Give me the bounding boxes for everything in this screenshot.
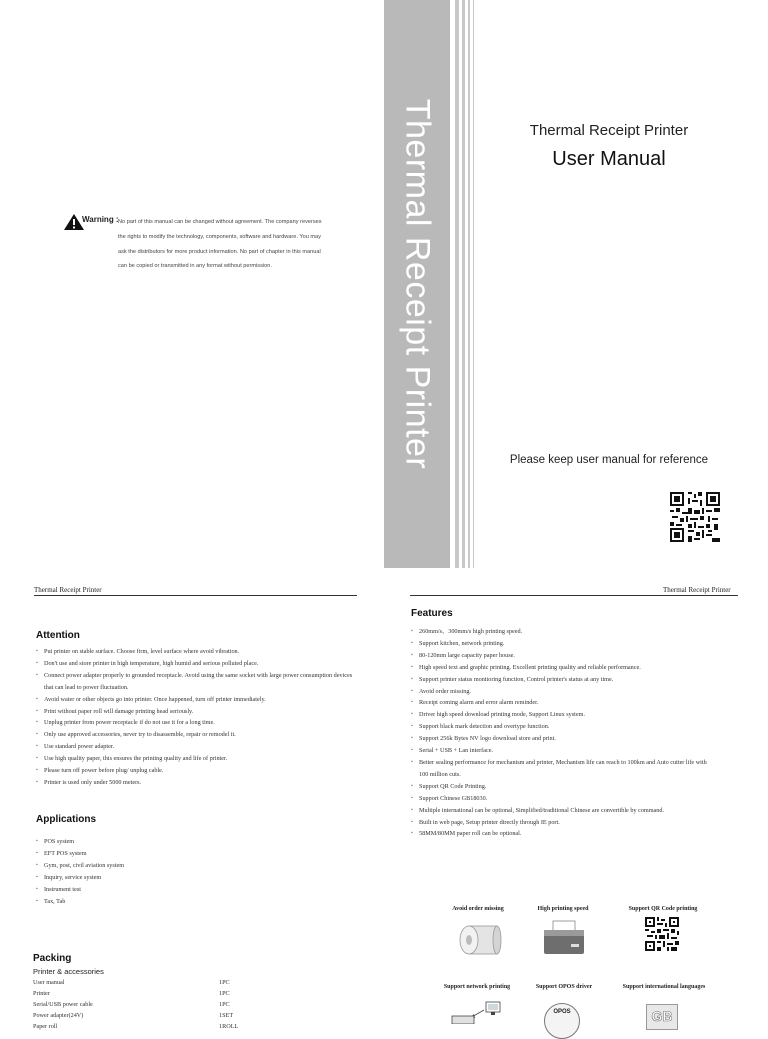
list-item: ▪ Support kitchen, network printing. <box>411 638 711 650</box>
list-item: ▪ Avoid water or other objects go into printer. Once happened, turn off printer immediately. <box>36 694 356 706</box>
icon-label: High printing speed <box>537 906 589 912</box>
paper-roll-icon <box>455 920 503 960</box>
packing-qty: 1SET <box>219 1012 234 1019</box>
attention-heading: Attention <box>36 630 80 641</box>
list-item: ▪ Receipt coming alarm and error alarm reminder. <box>411 697 711 709</box>
keep-manual-note: Please keep user manual for reference <box>509 454 709 466</box>
icon-label: Support international languages <box>622 984 706 990</box>
warning-label: Warning : <box>82 215 119 224</box>
gb-icon <box>646 1004 678 1030</box>
list-item: ▪ Support QR Code Printing. <box>411 781 711 793</box>
packing-qty: 1PC <box>219 1001 230 1008</box>
list-item: ▪ Better sealing performance for mechanism and printer, Mechanism life can reach to 100km and Auto cutter life with 100 million cuts. <box>411 757 711 781</box>
warning-text: No part of this manual can be changed without agreement. The company reverses the rights to modify the technology, components, software and hardware. You may ask the distributors for more product information. No part of chapter in this manual can be copied or transmitted in any format without permission. <box>118 219 322 270</box>
list-item: ▪ Support Chinese GB18030. <box>411 793 711 805</box>
decorative-stripe <box>468 0 470 568</box>
list-item: ▪ Gym, post, civil aviation system <box>36 860 336 872</box>
list-item: ▪ Print without paper roll will damage printing head seriously. <box>36 706 356 718</box>
list-item: ▪ Put printer on stable surface. Choose firm, level surface where avoid vibration. <box>36 646 356 658</box>
running-head: Thermal Receipt Printer <box>663 586 731 594</box>
packing-item: Printer <box>33 990 50 997</box>
network-icon <box>450 1000 508 1024</box>
list-item: ▪ Support 256k Bytes NV logo download store and print. <box>411 733 711 745</box>
list-item: ▪ Avoid order missing. <box>411 686 711 698</box>
list-item: ▪ POS system <box>36 836 336 848</box>
list-item: ▪ 260mm/s、300mm/s high printing speed. <box>411 626 711 638</box>
qr-code-icon <box>645 917 679 951</box>
list-item: ▪ Printer is used only under 5000 meters. <box>36 777 356 789</box>
cover-title: Thermal Receipt Printer <box>529 122 689 139</box>
qr-code-icon <box>670 492 720 542</box>
decorative-stripe <box>462 0 465 568</box>
table-row <box>33 1001 263 1012</box>
spine-title: Thermal Receipt Printer <box>398 98 437 470</box>
packing-qty: 1PC <box>219 979 230 986</box>
table-row <box>33 990 263 1001</box>
table-row <box>33 1012 263 1023</box>
packing-subheading: Printer & accessories <box>33 967 104 976</box>
list-item: ▪ Support black mark detection and overtype function. <box>411 721 711 733</box>
packing-item: Serial/USB power cable <box>33 1001 93 1008</box>
packing-qty: 1ROLL <box>219 1023 239 1030</box>
list-item: ▪ EFT POS system <box>36 848 336 860</box>
list-item: ▪ Please turn off power before plug/ unplug cable. <box>36 765 356 777</box>
features-list <box>411 626 711 840</box>
list-item: ▪ Unplug printer from power receptacle if do not use it for a long time. <box>36 717 356 729</box>
list-item: ▪ Support printer status monitoring function, Control printer's status at any time. <box>411 674 711 686</box>
list-item: ▪ Use high quality paper, this ensures the printing quality and life of printer. <box>36 753 356 765</box>
list-item: ▪ Inquiry, service system <box>36 872 336 884</box>
packing-table <box>33 979 263 1034</box>
list-item: ▪ High speed text and graphic printing. Excellent printing quality and reliable performance. <box>411 662 711 674</box>
table-row <box>33 1023 263 1034</box>
list-item: ▪ Multiple international can be optional, Simplified/traditional Chinese are convertible by command. <box>411 805 711 817</box>
list-item: ▪ Built in web page, Setup printer directly through IE port. <box>411 817 711 829</box>
header-rule <box>34 595 357 596</box>
list-item: ▪ Serial + USB + Lan interface. <box>411 745 711 757</box>
applications-list <box>36 836 336 907</box>
icon-label: Support QR Code printing <box>628 906 698 912</box>
attention-list <box>36 646 356 789</box>
opos-badge-text: OPOS <box>553 1009 571 1015</box>
features-heading: Features <box>411 608 453 619</box>
gb-badge-text: GB <box>651 1008 673 1024</box>
packing-item: Paper roll <box>33 1023 58 1030</box>
table-row <box>33 979 263 990</box>
icon-label: Support network printing <box>443 984 511 990</box>
list-item: ▪ 80-120mm large capacity paper house. <box>411 650 711 662</box>
running-head: Thermal Receipt Printer <box>34 586 102 594</box>
icon-label: Support OPOS driver <box>535 984 593 990</box>
applications-heading: Applications <box>36 814 97 825</box>
list-item: ▪ 58MM/80MM paper roll can be optional. <box>411 828 711 840</box>
decorative-stripe <box>473 0 474 568</box>
opos-icon <box>544 1003 580 1039</box>
packing-item: User manual <box>33 979 65 986</box>
list-item: ▪ Connect power adapter properly to grounded receptacle. Avoid using the same socket with large power consumption devices that can lead to power fluctuation. <box>36 670 356 694</box>
list-item: ▪ Tax, Tab <box>36 896 336 908</box>
list-item: ▪ Instrument test <box>36 884 336 896</box>
packing-qty: 1PC <box>219 990 230 997</box>
icon-label: Avoid order missing <box>452 906 504 912</box>
packing-item: Power adapter(24V) <box>33 1012 84 1019</box>
printer-icon <box>543 920 585 956</box>
list-item: ▪ Don't use and store printer in high temperature, high humid and serious polluted place. <box>36 658 356 670</box>
list-item: ▪ Only use approved accessories, never try to disassemble, repair or remodel it. <box>36 729 356 741</box>
decorative-stripe <box>455 0 459 568</box>
packing-heading: Packing <box>33 953 72 964</box>
list-item: ▪ Use standard power adapter. <box>36 741 356 753</box>
cover-subtitle: User Manual <box>552 148 666 170</box>
header-rule <box>410 595 738 596</box>
list-item: ▪ Driver high speed download printing mode, Support Linux system. <box>411 709 711 721</box>
